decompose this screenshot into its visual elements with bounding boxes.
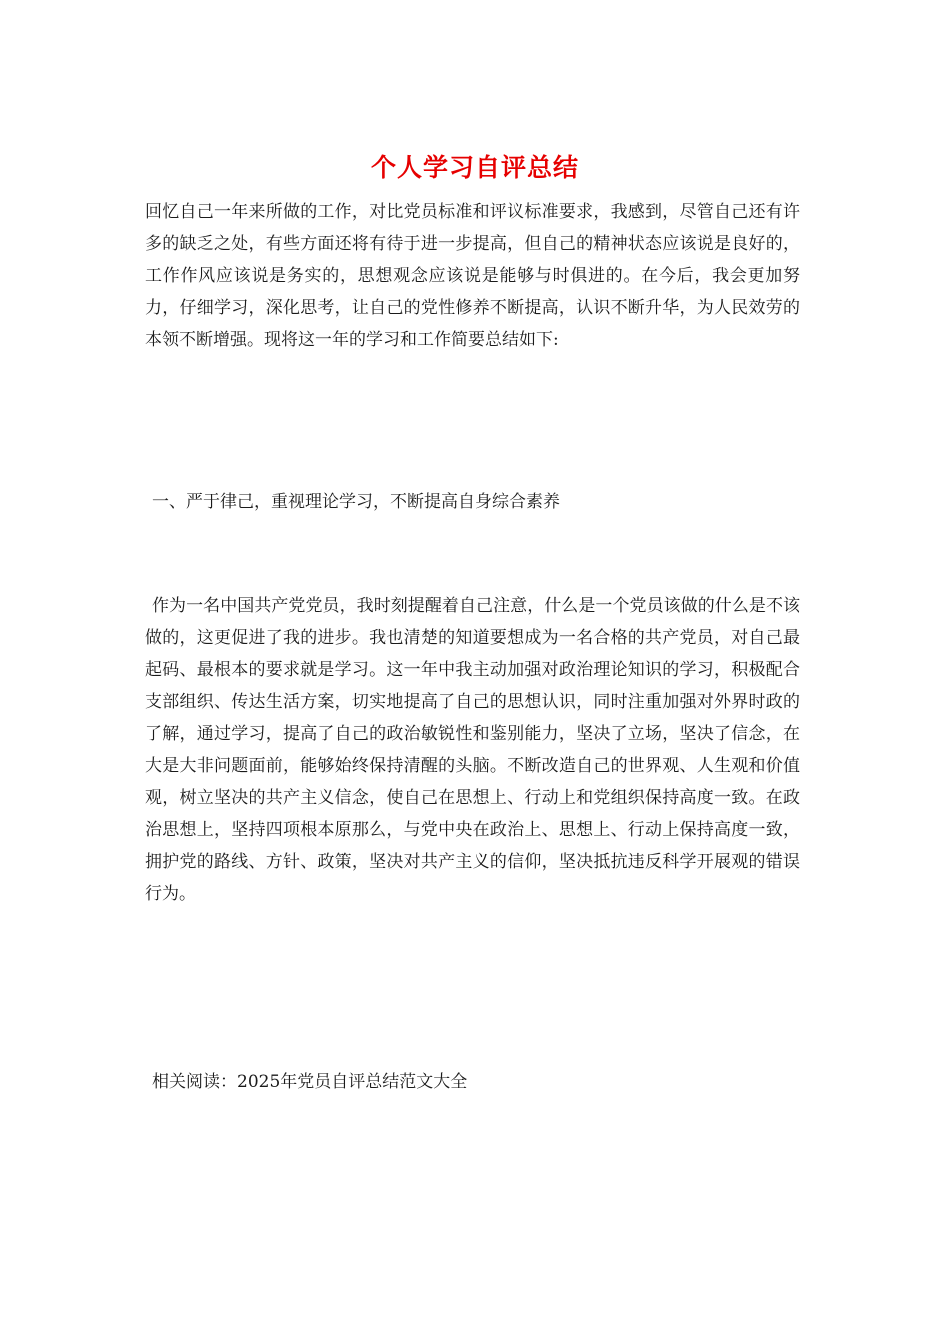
section-heading: 一、严于律己，重视理论学习，不断提高自身综合素养	[152, 492, 560, 512]
page-title: 个人学习自评总结	[370, 153, 579, 182]
intro-paragraph: 回忆自己一年来所做的工作，对比党员标准和评议标准要求，我感到，尽管自己还有许多的缺乏之处，有些方面还将有待于进一步提高，但自己的精神状态应该说是良好的，工作作风应该说是务实的，思想观念应该说是能够与时俱进的。在今后，我会更加努力，仔细学习，深化思考，让自己的党性修养不断提高，认识不断升华，为人民效劳的本领不断增强。现将这一年的学习和工作简要总结如下:	[145, 202, 800, 350]
section-paragraph: 作为一名中国共产党党员，我时刻提醒着自己注意，什么是一个党员该做的什么是不该做的，这更促进了我的进步。我也清楚的知道要想成为一名合格的共产党员，对自己最起码、最根本的要求就是学习。这一年中我主动加强对政治理论知识的学习，积极配合支部组织、传达生活方案，切实地提高了自己的思想认识，同时注重加强对外界时政的了解，通过学习，提高了自己的政治敏锐性和鉴别能力，坚决了立场，坚决了信念，在大是大非问题面前，能够始终保持清醒的头脑。不断改造自己的世界观、人生观和价值观，树立坚决的共产主义信念，使自己在思想上、行动上和党组织保持高度一致。在政治思想上，坚持四项根本原那么，与党中央在政治上、思想上、行动上保持高度一致，拥护党的路线、方针、政策，坚决对共产主义的信仰，坚决抵抗违反科学开展观的错误行为。	[145, 596, 800, 904]
related-reading-link[interactable]: 相关阅读：2025年党员自评总结范文大全	[152, 1072, 468, 1092]
